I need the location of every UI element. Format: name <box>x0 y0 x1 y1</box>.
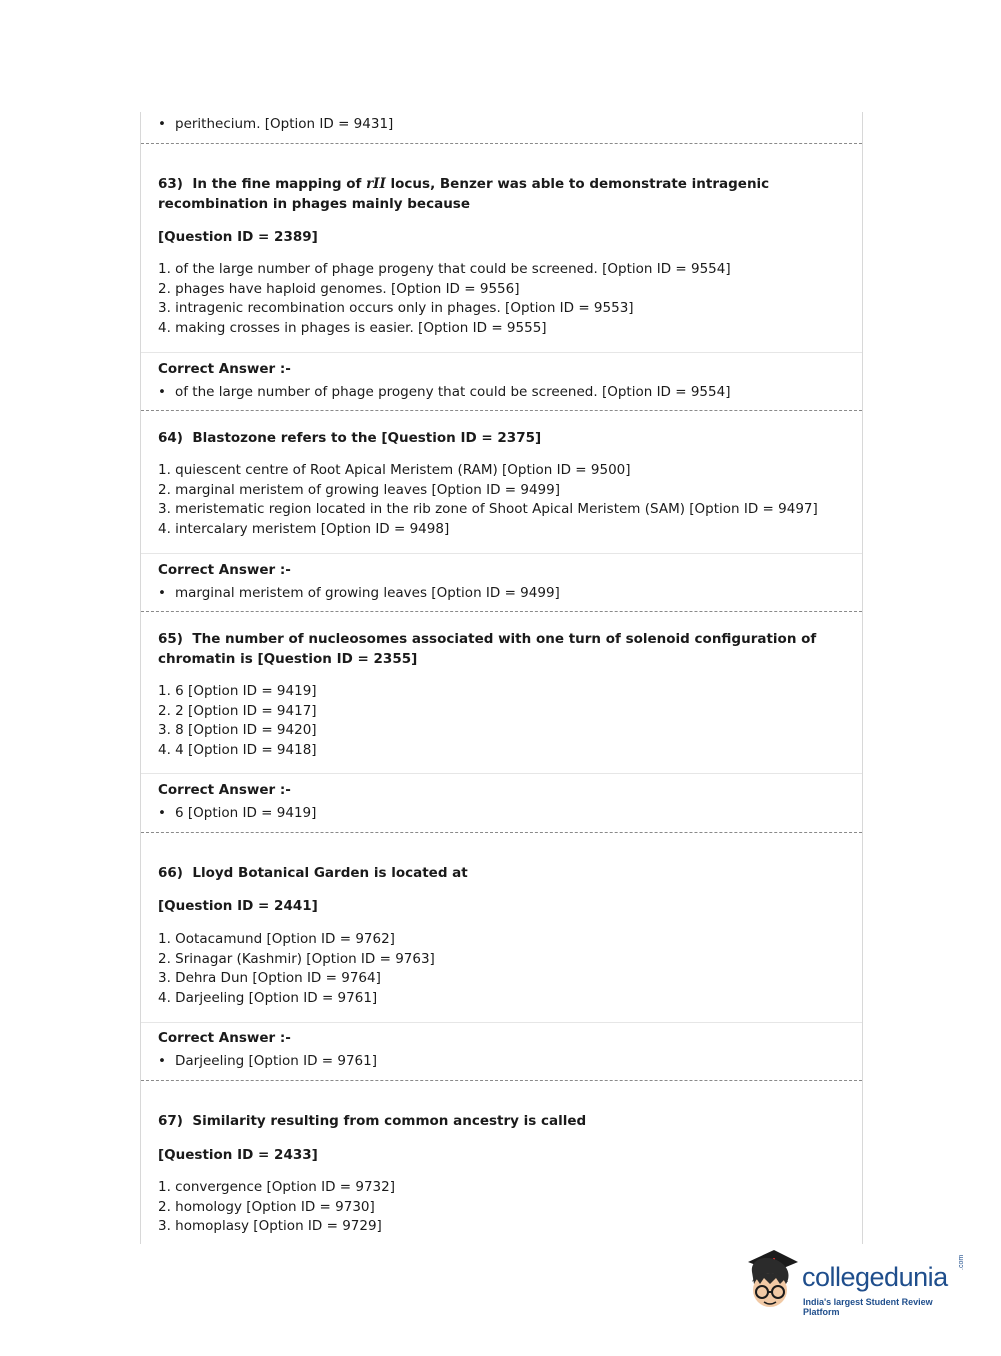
option: 1. quiescent centre of Root Apical Meristem (RAM) [Option ID = 9500] <box>158 462 631 478</box>
brand-tagline: India's largest Student Review Platform <box>803 1297 933 1317</box>
question-63-id: [Question ID = 2389] <box>158 229 318 245</box>
mascot-icon <box>740 1248 802 1312</box>
option: 2. homology [Option ID = 9730] <box>158 1198 375 1215</box>
section-divider <box>141 553 862 554</box>
question-64-text: 64) Blastozone refers to the [Question ID = 2375] <box>158 430 542 446</box>
correct-answer-64: • marginal meristem of growing leaves [Option ID = 9499] <box>158 585 560 601</box>
section-divider <box>141 773 862 774</box>
question-64-options <box>141 461 862 539</box>
option: 4. making crosses in phages is easier. [Option ID = 9555] <box>158 319 547 336</box>
question-63-text: 63) In the fine mapping of rII locus, Benzer was able to demonstrate intragenic recombination in phages mainly because <box>158 176 770 212</box>
option: 4. Darjeeling [Option ID = 9761] <box>158 989 378 1006</box>
correct-answer-66: • Darjeeling [Option ID = 9761] <box>158 1053 378 1069</box>
question-divider <box>141 832 862 833</box>
option: 3. intragenic recombination occurs only in phages. [Option ID = 9553] <box>158 300 634 316</box>
question-63-options <box>141 260 862 338</box>
option: 4. intercalary meristem [Option ID = 9498] <box>158 520 450 537</box>
option: 2. marginal meristem of growing leaves [Option ID = 9499] <box>158 481 560 498</box>
question-divider <box>141 143 862 144</box>
correct-answer-label: Correct Answer :- <box>158 562 291 578</box>
question-paper-sheet <box>140 112 863 1244</box>
brand-suffix: .com <box>958 1254 965 1270</box>
correct-answer-63: • of the large number of phage progeny that could be screened. [Option ID = 9554] <box>158 384 731 400</box>
option: 1. Ootacamund [Option ID = 9762] <box>158 931 395 947</box>
question-divider <box>141 1080 862 1081</box>
question-66-id: [Question ID = 2441] <box>158 898 318 914</box>
option: 3. 8 [Option ID = 9420] <box>158 722 317 738</box>
option: 2. 2 [Option ID = 9417] <box>158 702 317 719</box>
correct-answer-65: • 6 [Option ID = 9419] <box>158 805 317 821</box>
section-divider <box>141 1022 862 1023</box>
option: 3. Dehra Dun [Option ID = 9764] <box>158 970 381 986</box>
question-66-text: 66) Lloyd Botanical Garden is located at <box>158 865 468 881</box>
option: 3. homoplasy [Option ID = 9729] <box>158 1218 382 1234</box>
correct-answer-label: Correct Answer :- <box>158 782 291 798</box>
section-divider <box>141 352 862 353</box>
option: 2. phages have haploid genomes. [Option ID = 9556] <box>158 280 520 297</box>
collegedunia-logo[interactable] <box>740 1248 970 1318</box>
option: 1. of the large number of phage progeny that could be screened. [Option ID = 9554] <box>158 261 731 277</box>
question-65-text: 65) The number of nucleosomes associated with one turn of solenoid configuration of chromatin is [Question ID = 2355] <box>158 631 817 667</box>
correct-answer-label: Correct Answer :- <box>158 361 291 377</box>
question-67-id: [Question ID = 2433] <box>158 1147 318 1163</box>
question-65-options <box>141 682 862 760</box>
question-divider <box>141 611 862 612</box>
option: 4. 4 [Option ID = 9418] <box>158 741 317 758</box>
bullet: • <box>158 116 166 132</box>
question-divider <box>141 410 862 411</box>
option: 2. Srinagar (Kashmir) [Option ID = 9763] <box>158 950 435 967</box>
question-67-text: 67) Similarity resulting from common ancestry is called <box>158 1113 587 1129</box>
brand-name: collegedunia <box>802 1262 948 1292</box>
previous-answer-fragment: • perithecium. [Option ID = 9431] <box>158 116 394 132</box>
option: 1. 6 [Option ID = 9419] <box>158 683 317 699</box>
question-67-options <box>141 1178 862 1237</box>
correct-answer-label: Correct Answer :- <box>158 1030 291 1046</box>
question-66-options <box>141 930 862 1008</box>
option: 1. convergence [Option ID = 9732] <box>158 1179 395 1195</box>
option: 3. meristematic region located in the rib zone of Shoot Apical Meristem (SAM) [Option ID = 9497] <box>158 501 818 517</box>
